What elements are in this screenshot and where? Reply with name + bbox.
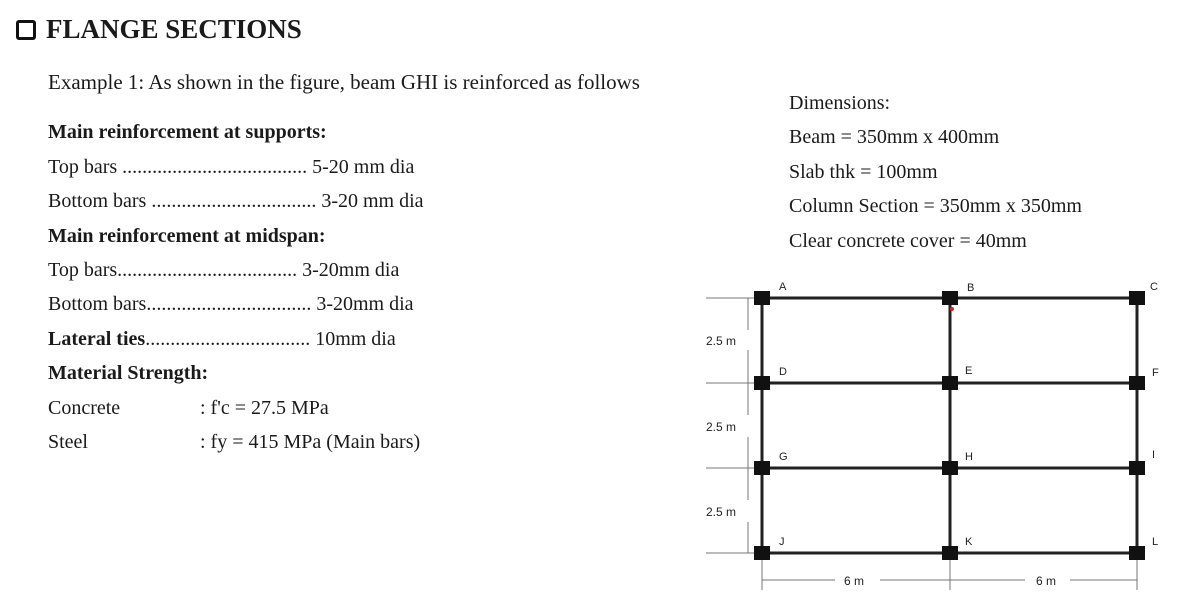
bay-label-1: 6 m: [844, 574, 865, 588]
column-i: [1129, 461, 1145, 475]
node-label-f: F: [1152, 367, 1159, 379]
midspan-top-bars: Top bars.................................... 3-20mm dia: [48, 259, 400, 281]
node-label-d: D: [779, 366, 787, 378]
column-l: [1129, 546, 1145, 560]
steel-label: Steel: [48, 431, 88, 453]
node-label-j: J: [779, 536, 785, 548]
column-f: [1129, 376, 1145, 390]
column-d: [754, 376, 770, 390]
node-label-k: K: [965, 536, 973, 548]
supports-top-bars: Top bars ..................................... 5-20 mm dia: [48, 156, 415, 178]
node-labels: [779, 281, 1159, 548]
steel-value: : fy = 415 MPa (Main bars): [200, 431, 421, 453]
column-a: [754, 291, 770, 305]
node-label-g: G: [779, 451, 788, 463]
midspan-bottom-bars: Bottom bars................................. 3-20mm dia: [48, 293, 414, 315]
column-section: Column Section = 350mm x 350mm: [789, 195, 1082, 217]
bay-label-2: 6 m: [1036, 574, 1057, 588]
red-marker-dot: [950, 307, 954, 311]
midspan-title: Main reinforcement at midspan:: [48, 225, 326, 247]
column-h: [942, 461, 958, 475]
concrete-label: Concrete: [48, 397, 121, 419]
node-label-h: H: [965, 451, 973, 463]
column-g: [754, 461, 770, 475]
intro-text: Example 1: As shown in the figure, beam GHI is reinforced as follows: [48, 70, 640, 94]
material-title: Material Strength:: [48, 362, 209, 384]
column-k: [942, 546, 958, 560]
supports-bottom-bars: Bottom bars ................................. 3-20 mm dia: [48, 190, 424, 212]
slab-thickness: Slab thk = 100mm: [789, 161, 938, 183]
concrete-cover: Clear concrete cover = 40mm: [789, 230, 1027, 252]
node-label-a: A: [779, 281, 787, 293]
dimensions-title: Dimensions:: [789, 92, 891, 114]
heading-text: FLANGE SECTIONS: [46, 14, 302, 44]
lateral-ties-value: ................................. 10mm dia: [145, 328, 396, 350]
node-label-e: E: [965, 365, 973, 377]
span-label-1: 2.5 m: [706, 334, 737, 348]
node-label-b: B: [967, 282, 975, 294]
node-label-c: C: [1150, 281, 1158, 293]
supports-title: Main reinforcement at supports:: [48, 121, 327, 143]
span-label-3: 2.5 m: [706, 505, 737, 519]
column-b: [942, 291, 958, 305]
beam-dimension: Beam = 350mm x 400mm: [789, 126, 1000, 148]
column-j: [754, 546, 770, 560]
node-label-l: L: [1152, 536, 1159, 548]
lateral-ties-label: Lateral ties: [48, 328, 146, 350]
frame-beams: [762, 298, 1137, 553]
concrete-value: : f'c = 27.5 MPa: [200, 397, 329, 419]
column-e: [942, 376, 958, 390]
node-label-i: I: [1152, 449, 1156, 461]
dimension-lines: [706, 298, 1137, 590]
span-label-2: 2.5 m: [706, 420, 737, 434]
column-c: [1129, 291, 1145, 305]
